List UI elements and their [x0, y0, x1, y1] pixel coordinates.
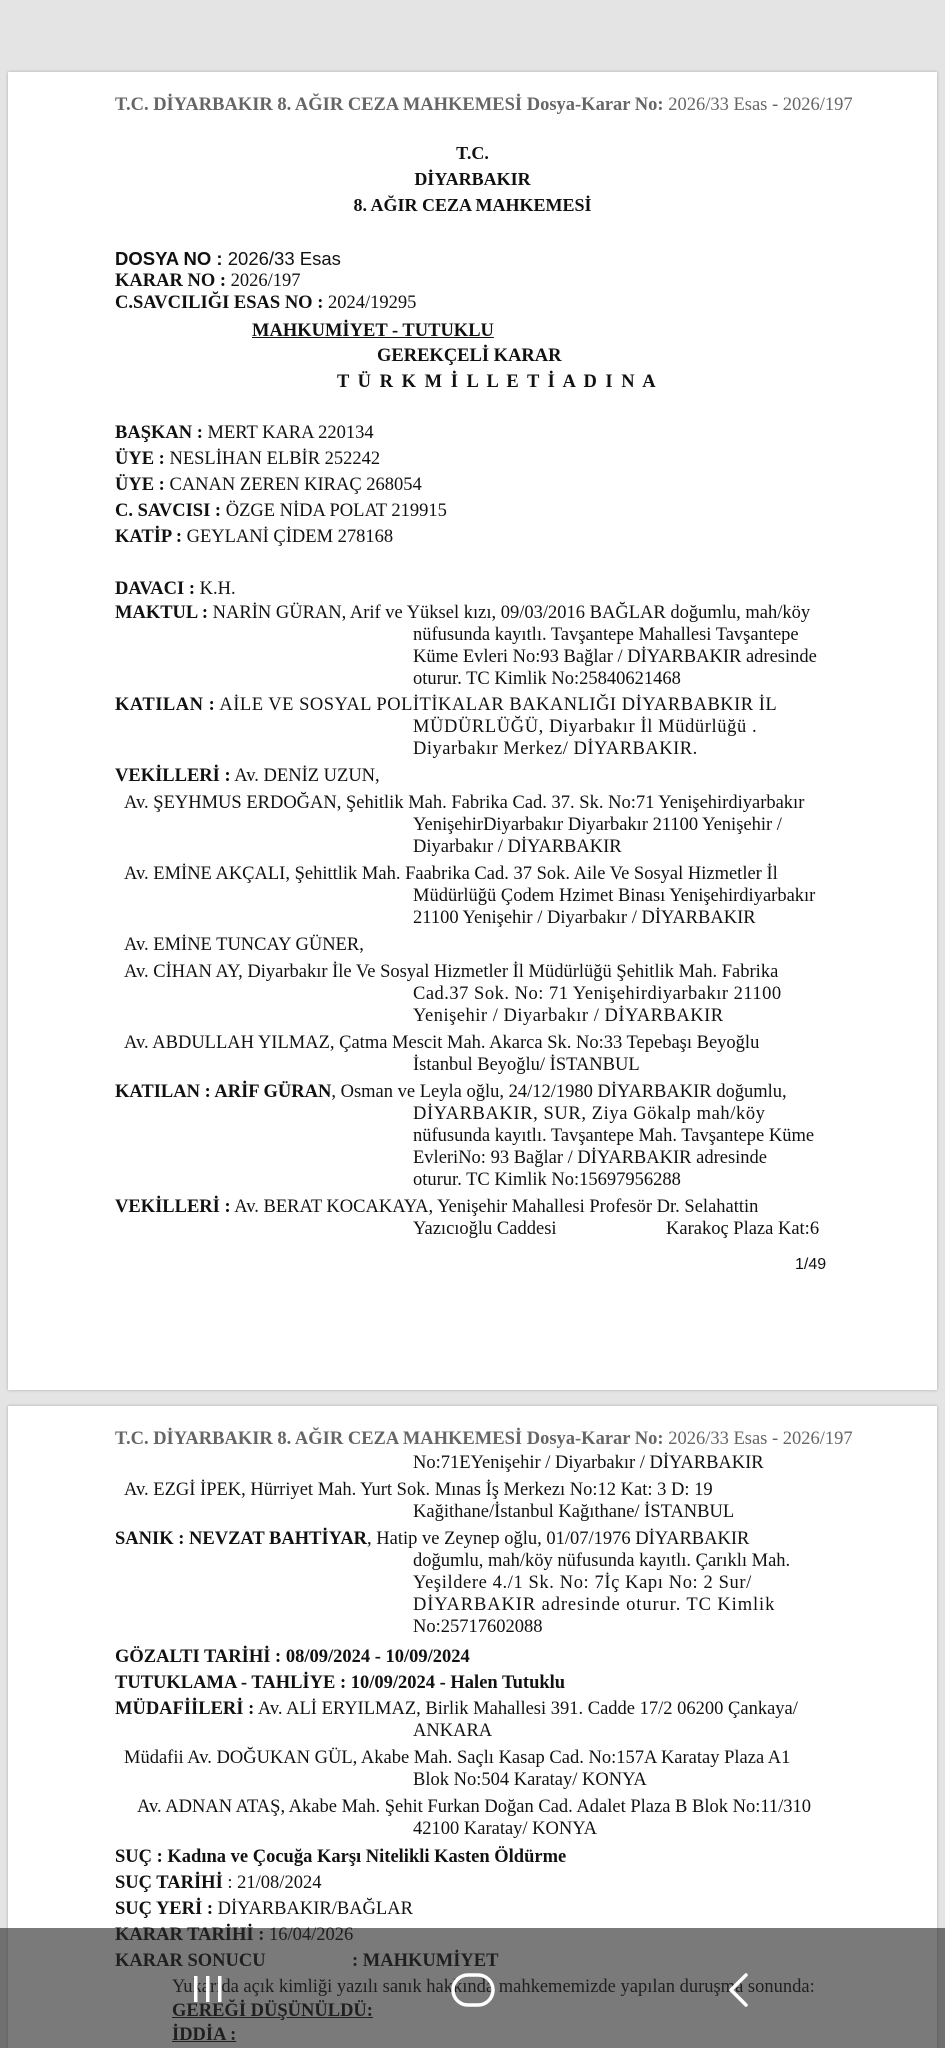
mudafiileri-line-2: ANKARA	[413, 1721, 493, 1741]
gerekceli-karar: GEREKÇELİ KARAR	[377, 346, 562, 366]
sanik-line-3: Yeşildere 4./1 Sk. No: 7İç Kapı No: 2 Sur/	[413, 1573, 752, 1593]
katilan-2-line-3: nüfusunda kayıtlı. Tavşantepe Mah. Tavşantepe Küme	[413, 1126, 815, 1146]
lawyer-line: Diyarbakır / DİYARBAKIR	[413, 837, 622, 857]
page-header: T.C. DİYARBAKIR 8. AĞIR CEZA MAHKEMESİ Dosya-Karar No: 2026/33 Esas - 2026/197	[115, 1429, 853, 1449]
lawyer-line: Av. CİHAN AY, Diyarbakır İle Ve Sosyal Hizmetler İl Müdürlüğü Şehitlik Mah. Fabrika	[124, 962, 779, 982]
header-court: T.C. DİYARBAKIR 8. AĞIR CEZA MAHKEMESİ	[115, 95, 523, 115]
page-number: 1/49	[795, 1256, 827, 1273]
lawyer-line: 21100 Yenişehir / Diyarbakır / DİYARBAKIR	[413, 908, 756, 928]
gozalti-tarihi: GÖZALTI TARİHİ : 08/09/2024 - 10/09/2024	[115, 1647, 470, 1667]
sanik-line-4: DİYARBAKIR adresinde oturur. TC Kimlik	[413, 1595, 776, 1615]
maktul-line-1: MAKTUL : NARİN GÜRAN, Arif ve Yüksel kızı, 09/03/2016 BAĞLAR doğumlu, mah/köy	[115, 603, 811, 623]
katilan-1-line-1: KATILAN : AİLE VE SOSYAL POLİTİKALAR BAKANLIĞI DİYARBABKIR İL	[115, 695, 778, 715]
continued-address: No:71EYenişehir / Diyarbakır / DİYARBAKIR	[413, 1453, 764, 1473]
panel-savci: C. SAVCISI : ÖZGE NİDA POLAT 219915	[115, 501, 447, 521]
lawyer-line: YenişehirDiyarbakır Diyarbakır 21100 Yenişehir /	[413, 815, 782, 835]
lawyer-line: Av. ABDULLAH YILMAZ, Çatma Mescit Mah. Akarca Sk. No:33 Tepebaşı Beyoğlu	[124, 1033, 760, 1053]
savcilik-esas-no: C.SAVCILIĞI ESAS NO : 2024/19295	[115, 293, 417, 313]
panel-katip: KATİP : GEYLANİ ÇİDEM 278168	[115, 527, 394, 547]
back-icon[interactable]	[722, 1972, 756, 2013]
header-value: 2026/33 Esas - 2026/197	[668, 95, 853, 115]
title-court: 8. AĞIR CEZA MAHKEMESİ	[353, 195, 592, 215]
title-city: DİYARBAKIR	[414, 169, 531, 189]
page-header	[115, 94, 853, 116]
mudafiileri-line-3: Müdafii Av. DOĞUKAN GÜL, Akabe Mah. Saçlı Kasap Cad. No:157A Karatay Plaza A1	[124, 1748, 791, 1768]
header-label: Dosya-Karar No:	[526, 95, 664, 115]
document-page-1	[8, 72, 937, 1390]
vekilleri-2-line-2: Yazıcıoğlu Caddesi	[413, 1219, 557, 1239]
sanik-line-5: No:25717602088	[413, 1617, 543, 1637]
lawyer-line: Av. ŞEYHMUS ERDOĞAN, Şehitlik Mah. Fabrika Cad. 37. Sk. No:71 Yenişehirdiyarbakır	[124, 793, 805, 813]
vekilleri-2-line-1: VEKİLLERİ : Av. BERAT KOCAKAYA, Yenişehir Mahallesi Profesör Dr. Selahattin	[115, 1197, 759, 1217]
katilan-2-line-1: KATILAN : ARİF GÜRAN, Osman ve Leyla oğlu, 24/12/1980 DİYARBAKIR doğumlu,	[115, 1082, 787, 1102]
tutuklama-tahliye: TUTUKLAMA - TAHLİYE : 10/09/2024 - Halen Tutuklu	[115, 1673, 566, 1693]
mudafiileri-line-1: MÜDAFİİLERİ : Av. ALİ ERYILMAZ, Birlik Mahallesi 391. Cadde 17/2 06200 Çankaya/	[115, 1699, 798, 1719]
sanik-line-2: doğumlu, mah/köy nüfusunda kayıtlı. Çarıklı Mah.	[413, 1551, 791, 1571]
katilan-2-line-2: DİYARBAKIR, SUR, Ziya Gökalp mah/köy	[413, 1104, 766, 1124]
turk-milleti-adina: T Ü R K M İ L L E T İ A D I N A	[337, 372, 658, 392]
lawyer-ezgi-line-2: Kağithane/İstanbul Kağıthane/ İSTANBUL	[413, 1502, 735, 1522]
navigation-bar	[0, 1928, 945, 2048]
davaci: DAVACI : K.H.	[115, 579, 236, 599]
panel-baskan: BAŞKAN : MERT KARA 220134	[115, 423, 374, 443]
suc-yeri: SUÇ YERİ : DİYARBAKIR/BAĞLAR	[115, 1899, 413, 1919]
lawyer-line: Yenişehir / Diyarbakır / DİYARBAKIR	[413, 1006, 724, 1026]
lawyer-line: İstanbul Beyoğlu/ İSTANBUL	[413, 1055, 640, 1075]
lawyer-line: Av. EMİNE TUNCAY GÜNER,	[124, 935, 364, 955]
maktul-line-2: nüfusunda kayıtlı. Tavşantepe Mahallesi Tavşantepe	[413, 625, 799, 645]
katilan-1-line-3: Diyarbakır Merkez/ DİYARBAKIR.	[413, 739, 698, 759]
vekilleri-1-line-1: VEKİLLERİ : Av. DENİZ UZUN,	[115, 766, 380, 786]
lawyer-ezgi-line-1: Av. EZGİ İPEK, Hürriyet Mah. Yurt Sok. Mınas İş Merkezı No:12 Kat: 3 D: 19	[124, 1480, 713, 1500]
dosya-no: DOSYA NO : 2026/33 Esas	[115, 248, 341, 269]
panel-uye-1: ÜYE : NESLİHAN ELBİR 252242	[115, 449, 381, 469]
title-tc: T.C.	[456, 143, 489, 163]
karar-no: KARAR NO : 2026/197	[115, 271, 301, 291]
maktul-line-3: Küme Evleri No:93 Bağlar / DİYARBAKIR adresinde	[413, 647, 817, 667]
lawyer-line: Müdürlüğü Çodem Hzimet Binası Yenişehirdiyarbakır	[413, 886, 816, 906]
suc-tarihi: SUÇ TARİHİ : 21/08/2024	[115, 1873, 322, 1893]
katilan-2-line-4: EvleriNo: 93 Bağlar / DİYARBAKIR adresinde	[413, 1148, 768, 1168]
mudafiileri-line-5: Av. ADNAN ATAŞ, Akabe Mah. Şehit Furkan Doğan Cad. Adalet Plaza B Blok No:11/310	[137, 1797, 812, 1817]
katilan-1-line-2: MÜDÜRLÜĞÜ, Diyarbakır İl Müdürlüğü .	[413, 717, 758, 737]
suc: SUÇ : Kadına ve Çocuğa Karşı Nitelikli Kasten Öldürme	[115, 1847, 567, 1867]
sanik-line-1: SANIK : NEVZAT BAHTİYAR, Hatip ve Zeynep oğlu, 01/07/1976 DİYARBAKIR	[115, 1529, 750, 1549]
maktul-line-4: oturur. TC Kimlik No:25840621468	[413, 669, 681, 689]
lawyer-line: Cad.37 Sok. No: 71 Yenişehirdiyarbakır 21100	[413, 984, 782, 1004]
panel-uye-2: ÜYE : CANAN ZEREN KIRAÇ 268054	[115, 475, 422, 495]
home-icon[interactable]	[447, 1972, 499, 2013]
mudafiileri-line-6: 42100 Karatay/ KONYA	[413, 1819, 597, 1839]
verdict-type: MAHKUMİYET - TUTUKLU	[252, 321, 494, 341]
recent-apps-icon[interactable]	[188, 1972, 228, 2011]
katilan-2-line-5: oturur. TC Kimlik No:15697956288	[413, 1170, 681, 1190]
lawyer-line: Av. EMİNE AKÇALI, Şehittlik Mah. Faabrika Cad. 37 Sok. Aile Ve Sosyal Hizmetler İl	[124, 864, 778, 884]
vekilleri-2-line-2b: Karakoç Plaza Kat:6	[666, 1219, 820, 1239]
mudafiileri-line-4: Blok No:504 Karatay/ KONYA	[413, 1770, 647, 1790]
